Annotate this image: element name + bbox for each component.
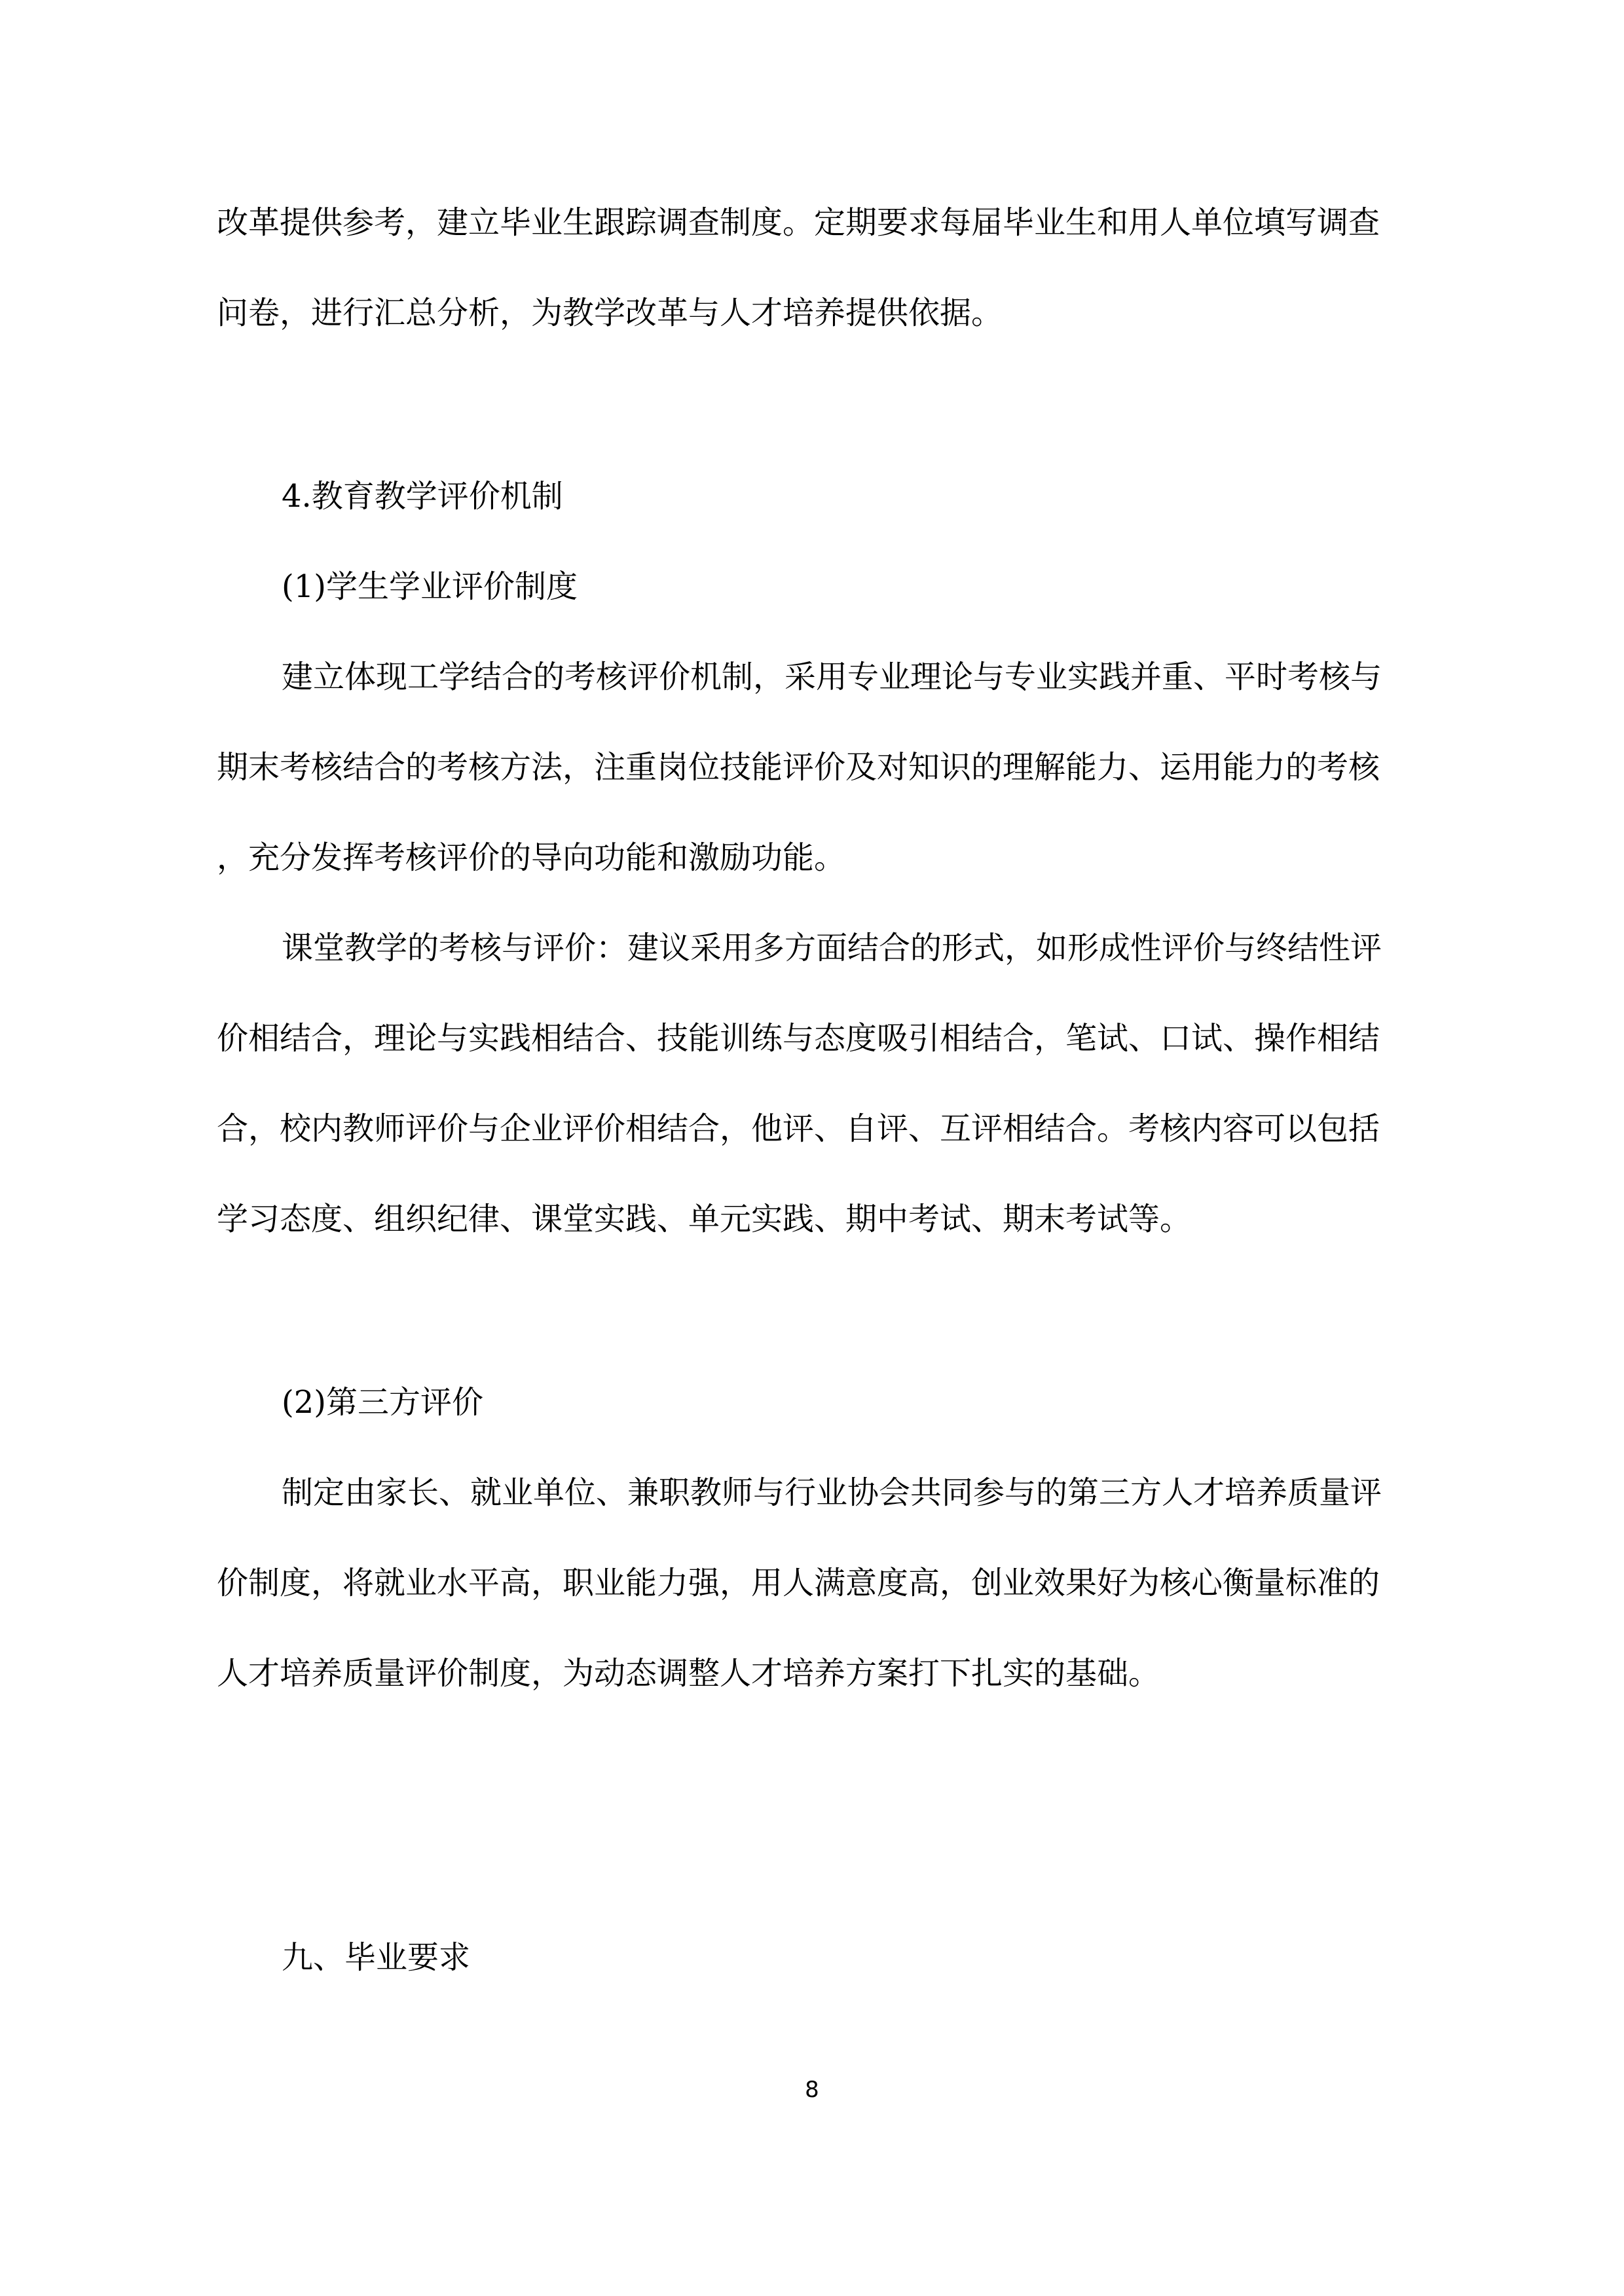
subsection-heading: (2)第三方评价 bbox=[282, 1384, 483, 1421]
paragraph-line: 制定由家长、就业单位、兼职教师与行业协会共同参与的第三方人才培养质量评 bbox=[282, 1474, 1382, 1511]
paragraph-line: 建立体现工学结合的考核评价机制，采用专业理论与专业实践并重、平时考核与 bbox=[282, 659, 1382, 695]
paragraph-line: 价制度，将就业水平高，职业能力强，用人满意度高，创业效果好为核心衡量标准的 bbox=[217, 1565, 1380, 1601]
paragraph-line: 人才培养质量评价制度，为动态调整人才培养方案打下扎实的基础。 bbox=[217, 1655, 1160, 1692]
subsection-heading: (1)学生学业评价制度 bbox=[282, 568, 578, 605]
paragraph-line: 学习态度、组织纪律、课堂实践、单元实践、期中考试、期末考试等。 bbox=[217, 1201, 1192, 1237]
paragraph-line: 期末考核结合的考核方法，注重岗位技能评价及对知识的理解能力、运用能力的考核 bbox=[217, 749, 1380, 786]
section-heading: 4.教育教学评价机制 bbox=[282, 478, 563, 515]
paragraph-line: 课堂教学的考核与评价：建议采用多方面结合的形式，如形成性评价与终结性评 bbox=[282, 930, 1382, 966]
paragraph-line: 价相结合，理论与实践相结合、技能训练与态度吸引相结合，笔试、口试、操作相结 bbox=[217, 1020, 1380, 1057]
paragraph-line: 问卷，进行汇总分析，为教学改革与人才培养提供依据。 bbox=[217, 295, 1003, 331]
paragraph-line: 改革提供参考，建立毕业生跟踪调查制度。定期要求每届毕业生和用人单位填写调查 bbox=[217, 204, 1380, 241]
paragraph-line: ，充分发挥考核评价的导向功能和激励功能。 bbox=[217, 839, 846, 876]
chapter-heading: 九、毕业要求 bbox=[282, 1939, 471, 1976]
paragraph-line: 合，校内教师评价与企业评价相结合，他评、自评、互评相结合。考核内容可以包括 bbox=[217, 1110, 1380, 1147]
page-number: 8 bbox=[805, 2077, 819, 2103]
